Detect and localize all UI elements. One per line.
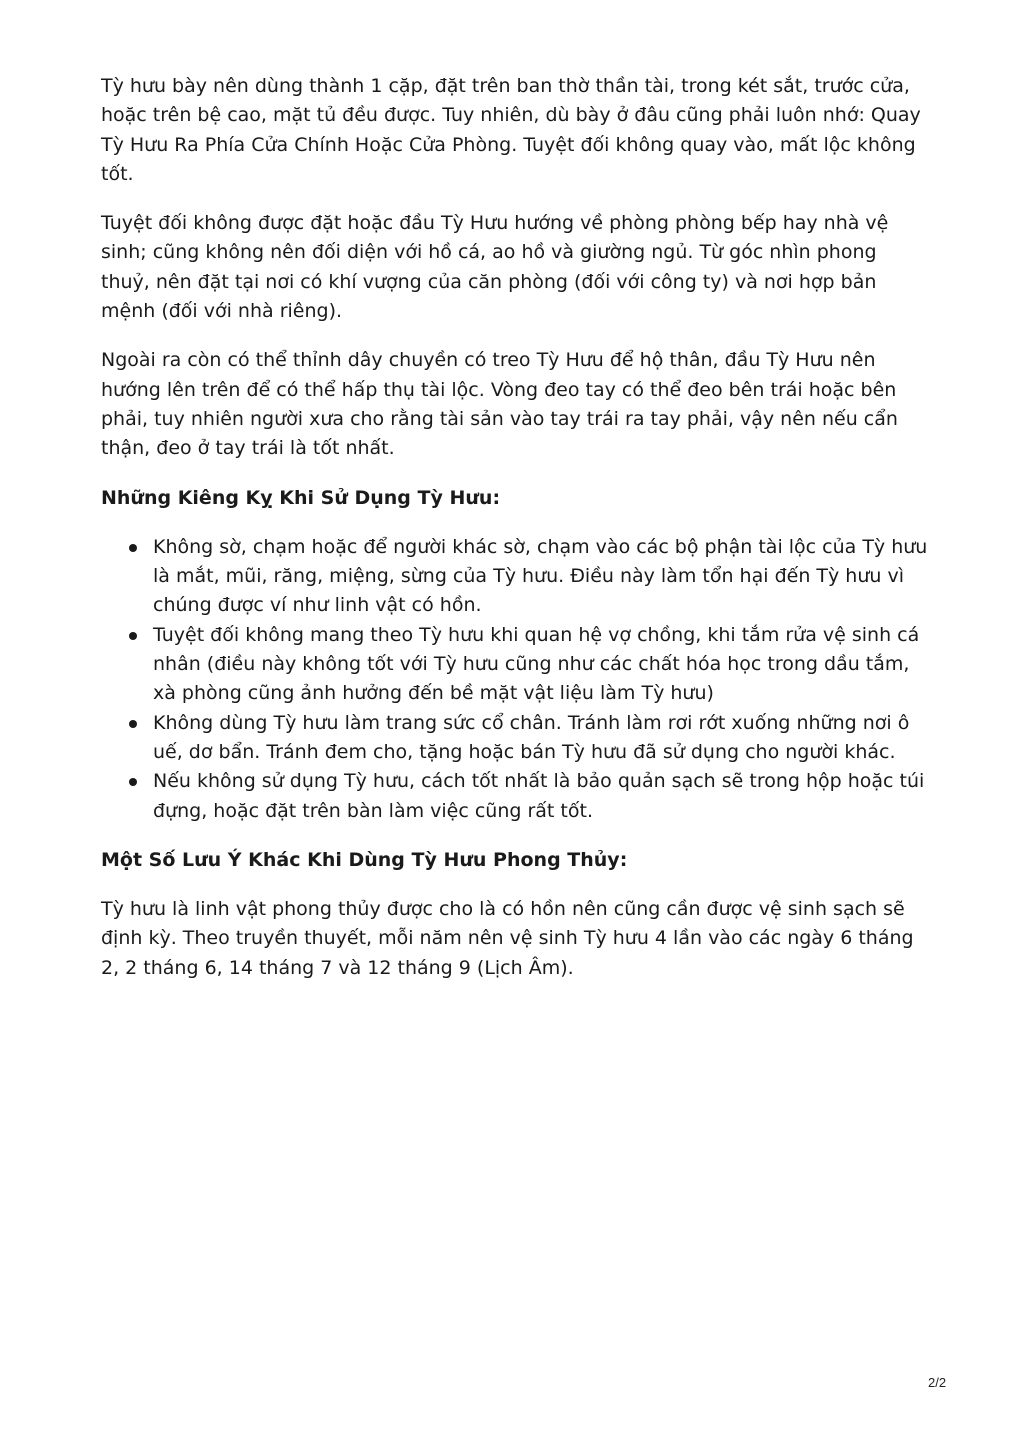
bullet-icon [129, 720, 137, 728]
list-item [153, 709, 931, 768]
bullet-icon [129, 778, 137, 786]
bullet-icon [129, 632, 137, 640]
paragraph-direction-avoid: Tuyệt đối không được đặt hoặc đầu Tỳ Hưu hướng về phòng phòng bếp hay nhà vệ sinh; cũng không nên đối diện với hồ cá, ao hồ và giường ngủ. Từ góc nhìn phong thuỷ, nên đặt tại nơi có khí vượng của căn phòng (đối với công ty) và nơi hợp bản mệnh (đối với nhà riêng). [101, 212, 889, 323]
page-number: 2/2 [928, 1375, 947, 1390]
taboos-heading: Những Kiêng Kỵ Khi Sử Dụng Tỳ Hưu: [101, 486, 501, 509]
list-item-text: Nếu không sử dụng Tỳ hưu, cách tốt nhất là bảo quản sạch sẽ trong hộp hoặc túi đựng, hoặc đặt trên bàn làm việc cũng rất tốt. [153, 770, 925, 822]
paragraph-cleaning: Tỳ hưu là linh vật phong thủy được cho là có hồn nên cũng cần được vệ sinh sạch sẽ định kỳ. Theo truyền thuyết, mỗi năm nên vệ sinh Tỳ hưu 4 lần vào các ngày 6 tháng 2, 2 tháng 6, 14 tháng 7 và 12 tháng 9 (Lịch Âm). [101, 898, 914, 979]
taboos-list [101, 533, 931, 826]
paragraph-necklace-bracelet: Ngoài ra còn có thể thỉnh dây chuyền có treo Tỳ Hưu để hộ thân, đầu Tỳ Hưu nên hướng lên trên để có thể hấp thụ tài lộc. Vòng đeo tay có thể đeo bên trái hoặc bên phải, tuy nhiên người xưa cho rằng tài sản vào tay trái ra tay phải, vậy nên nếu cẩn thận, đeo ở tay trái là tốt nhất. [101, 349, 898, 460]
list-item-text: Tuyệt đối không mang theo Tỳ hưu khi quan hệ vợ chồng, khi tắm rửa vệ sinh cá nhân (điều này không tốt với Tỳ hưu cũng như các chất hóa học trong dầu tắm, xà phòng cũng ảnh hưởng đến bề mặt vật liệu làm Tỳ hưu) [153, 623, 920, 705]
list-item [153, 533, 931, 621]
list-item [153, 621, 931, 709]
notes-heading: Một Số Lưu Ý Khác Khi Dùng Tỳ Hưu Phong Thủy: [101, 848, 628, 871]
paragraph-placement: Tỳ hưu bày nên dùng thành 1 cặp, đặt trên ban thờ thần tài, trong két sắt, trước cửa, hoặc trên bệ cao, mặt tủ đều được. Tuy nhiên, dù bày ở đâu cũng phải luôn nhớ: Quay Tỳ Hưu Ra Phía Cửa Chính Hoặc Cửa Phòng. Tuyệt đối không quay vào, mất lộc không tốt. [101, 75, 921, 185]
list-item-text: Không dùng Tỳ hưu làm trang sức cổ chân. Tránh làm rơi rớt xuống những nơi ô uế, dơ bẩn. Tránh đem cho, tặng hoặc bán Tỳ hưu đã sử dụng cho người khác. [153, 711, 910, 763]
bullet-icon [129, 544, 137, 552]
list-item [153, 767, 931, 826]
document-body [101, 72, 931, 1003]
list-item-text: Không sờ, chạm hoặc để người khác sờ, chạm vào các bộ phận tài lộc của Tỳ hưu là mắt, mũi, răng, miệng, sừng của Tỳ hưu. Điều này làm tổn hại đến Tỳ hưu vì chúng được ví như linh vật có hồn. [153, 535, 928, 617]
